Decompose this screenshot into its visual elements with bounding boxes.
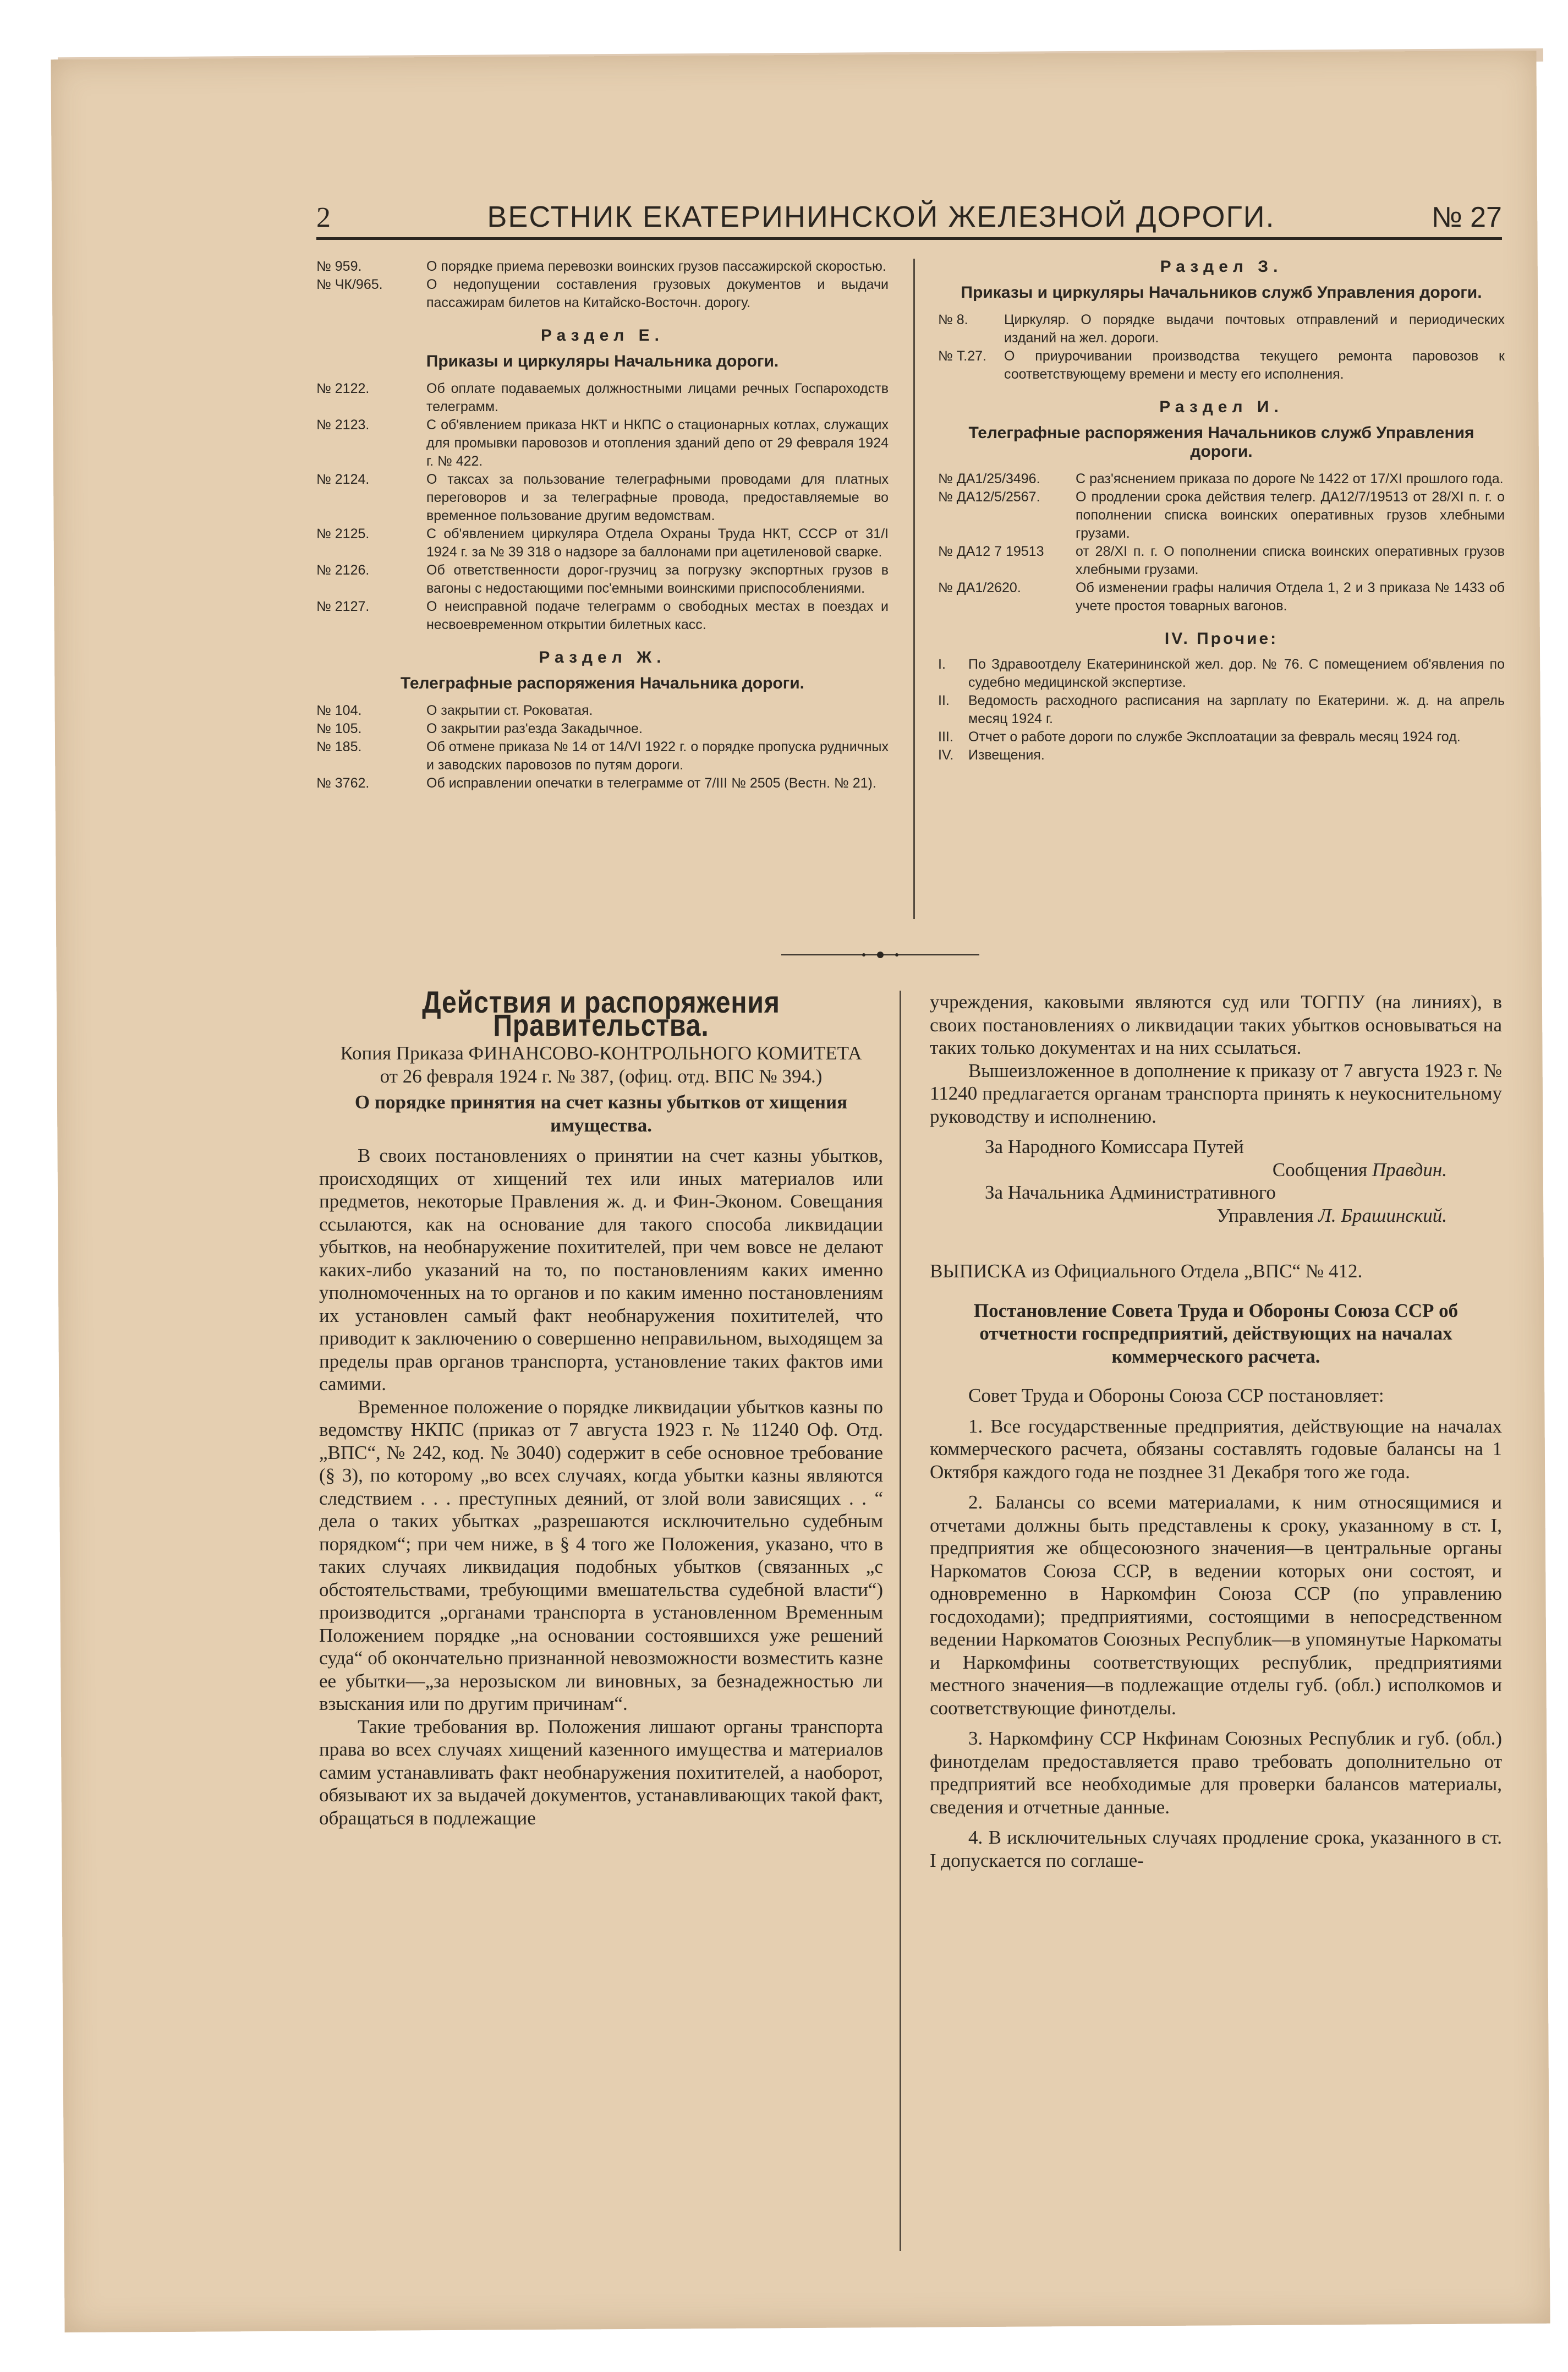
toc-item [316, 380, 889, 416]
resolution-title: Постановление Совета Труда и Обороны Союза ССР об отчетности госпредприятий, действующих на началах коммерческого расчета. [973, 1299, 1459, 1367]
toc-item-text: О неисправной подаче телеграмм о свободных местах в поездах и несвоевременном открытии билетных касс. [426, 599, 889, 632]
toc-item [938, 579, 1505, 615]
order-subject: О порядке принятия на счет казны убытков от хищения имущества. [354, 1091, 848, 1136]
toc-item-number: III. [938, 729, 953, 745]
toc-item [316, 738, 889, 774]
toc-item [938, 655, 1505, 692]
order-copy-line: Копия Приказа ФИНАНСОВО-КОНТРОЛЬНОГО КОМИТЕТА [340, 1042, 862, 1064]
toc-item-text: Об изменении графы наличия Отдела 1, 2 и 3 приказа № 1433 об учете простоя товарных вагонов. [1076, 580, 1505, 614]
newspaper-title: ВЕСТНИК ЕКАТЕРИНИНСКОЙ ЖЕЛЕЗНОЙ ДОРОГИ. [487, 200, 1275, 233]
column-rule-bottom [900, 991, 901, 2251]
toc-item-number: I. [938, 657, 946, 672]
toc-item [316, 561, 889, 598]
article-continuation: учреждения, каковыми являются суд или ТОГПУ (на линиях), в своих постановлениях о ликвидации таких убытков основываться на таких только документах и на них ссылаться. [930, 991, 1502, 1058]
toc-item-number: № ДА12 7 19513 [938, 544, 1044, 559]
toc-left-column [316, 258, 889, 793]
toc-item [316, 720, 889, 738]
toc-item-number: № ДА12/5/2567. [938, 489, 1040, 505]
section-zh-label: Раздел Ж. [539, 648, 666, 666]
signature-block [930, 1135, 1502, 1227]
toc-item-text: С об'явлением приказа НКТ и НКПС о стационарных котлах, служащих для промывки паровозов и отопления зданий депо от 29 февраля 1924 г. № 422. [426, 417, 889, 469]
signature-name: Правдин. [1372, 1158, 1447, 1180]
toc-item-text: С об'явлением циркуляра Отдела Охраны Труда НКТ, СССР от 31/I 1924 г. за № 39 318 о надзоре за баллонами при ацетиленовой сварке. [426, 526, 889, 560]
toc-item [938, 728, 1505, 746]
toc-item-text: Ведомость расходного расписания на зарплату по Екатерини. ж. д. на апрель месяц 1924 г. [968, 693, 1505, 726]
toc-item-number: № 2125. [316, 526, 370, 542]
article-heading: Действия и распоряжения Правительства. [422, 985, 780, 1042]
toc-item [316, 258, 889, 276]
section-e-title: Приказы и циркуляры Начальника дороги. [426, 352, 779, 370]
page-header [316, 195, 1502, 240]
section-i-title: Телеграфные распоряжения Начальников служб Управления дороги. [968, 424, 1474, 461]
excerpt-heading: ВЫПИСКА из Официального Отдела „ВПС“ № 412. [930, 1260, 1363, 1282]
signature-line [930, 1204, 1502, 1227]
toc-item-number: № 2126. [316, 562, 370, 578]
toc-item-text: Об оплате подаваемых должностными лицами речных Госпароходств телеграмм. [426, 381, 889, 414]
toc-item-text: Извещения. [968, 747, 1045, 763]
toc-item-number: II. [938, 693, 950, 708]
toc-item-number: № 104. [316, 703, 362, 718]
column-rule-top [913, 259, 915, 919]
section-iv-label: IV. Прочие: [1164, 630, 1279, 648]
ornament-divider [781, 949, 979, 960]
toc-item-text: О продлении срока действия телегр. ДА12/7/19513 от 28/XI п. г. о пополнении списка воинских оперативных грузов хлебными грузами. [1076, 489, 1505, 541]
resolution-point: 3. Наркомфину ССР Нкфинам Союзных Республик и губ. (обл.) финотделам предоставляется право требовать дополнительно от предприятий все необходимые для проверки балансов материалы, сведения и отчетные данные. [930, 1728, 1502, 1818]
issue-number: № 27 [1431, 201, 1502, 233]
resolution-point: 4. В исключительных случаях продление срока, указанного в ст. I допускается по соглаше- [930, 1827, 1502, 1871]
toc-item-number: № 2124. [316, 472, 370, 487]
toc-item-text: Об ответственности дорог-грузчиц за погрузку экспортных грузов в вагоны с недостающими пос'емными воинскими приспособлениями. [426, 562, 889, 596]
toc-item-number: № ЧК/965. [316, 277, 383, 292]
signature-title-cont: Управления [1216, 1204, 1314, 1226]
order-date-line: от 26 февраля 1924 г. № 387, (офиц. отд. ВПС № 394.) [380, 1065, 823, 1087]
toc-item [316, 702, 889, 720]
toc-item-number: № ДА1/2620. [938, 580, 1021, 595]
toc-item [316, 471, 889, 525]
toc-item-text: С раз'яснением приказа по дороге № 1422 от 17/XI прошлого года. [1076, 471, 1504, 487]
signature-title-cont: Сообщения [1272, 1158, 1368, 1180]
toc-item [938, 692, 1505, 728]
toc-item-text: от 28/XI п. г. О пополнении списка воинских оперативных грузов хлебными грузами. [1076, 544, 1505, 577]
toc-item-number: № 185. [316, 739, 362, 755]
article-paragraph: Вышеизложенное в дополнение к приказу от 7 августа 1923 г. № 11240 предлагается органам транспорта принять к неукоснительному руководству и исполнению. [930, 1059, 1502, 1127]
toc-item [938, 347, 1505, 384]
toc-item [938, 543, 1505, 579]
toc-item [938, 746, 1505, 764]
signature-title: За Начальника Административного [985, 1182, 1276, 1203]
toc-item-text: О приурочивании производства текущего ремонта паровозов к соответствующему времени и месту его исполнения. [1004, 348, 1505, 382]
toc-item [316, 416, 889, 471]
toc-item [316, 525, 889, 561]
toc-item-number: № ДА1/25/3496. [938, 471, 1040, 487]
article-paragraph: Временное положение о порядке ликвидации убытков казны по ведомству НКПС (приказ от 7 августа 1923 г. № 11240 Оф. Отд. „ВПС“, № 242, код. № 3040) содержит в себе основное требование (§ 3), по которому „во всех случаях, когда убытки казны являются следствием . . . преступных деяний, от злой воли зависящих . . “ дела о таких убытках „разрешаются исключительно судебным порядком“; при чем ниже, в § 4 того же Положения, указано, что в таких случаях ликвидация подобных убытков (связанных „с обстоятельствами, требующими вмешательства судебной власти“) производится „органами транспорта в установленном Временным Положением порядке „на основании состоявшихся уже решений суда“ об окончательно признанной невозможности возместить казне ее убытки—„за нерозыском ли виновных, за безнадежностью ли взыскания или по другим причинам“. [319, 1396, 883, 1714]
toc-item-number: № 3762. [316, 775, 370, 791]
toc-item-number: № 959. [316, 259, 362, 274]
toc-item-number: № 8. [938, 312, 968, 327]
resolution-point: 1. Все государственные предприятия, действующие на началах коммерческого расчета, обязаны составлять годовые балансы на 1 Октября каждого года не позднее 31 Декабря того же года. [930, 1415, 1502, 1483]
toc-item-text: По Здравоотделу Екатерининской жел. дор. № 76. С помещением об'явления по судебно медицинской экспертизе. [968, 657, 1505, 690]
signature-title: За Народного Комиссара Путей [985, 1136, 1244, 1157]
toc-item [938, 311, 1505, 347]
toc-item-text: Об исправлении опечатки в телеграмме от 7/III № 2505 (Вестн. № 21). [426, 775, 876, 791]
toc-item [316, 276, 889, 312]
toc-item-number: № 2122. [316, 381, 370, 396]
toc-item-number: № 105. [316, 721, 362, 736]
article-right [930, 991, 1502, 1872]
toc-item-text: О закрытии раз'езда Закадычное. [426, 721, 643, 736]
toc-item-text: О таксах за пользование телеграфными проводами для платных переговоров и за телеграфные провода, предоставляемые во временное пользование другим ведомствам. [426, 472, 889, 523]
section-z-label: Раздел З. [1160, 258, 1283, 276]
article-paragraph: Такие требования вр. Положения лишают органы транспорта права во всех случаях хищений казенного имущества и материалов самим устанавливать факт необнаружения похитителей, а наоборот, обязывают их за выдачей документов, устанавливающих такой факт, обращаться в подлежащие [319, 1715, 883, 1829]
toc-item [938, 488, 1505, 543]
toc-item-number: № Т.27. [938, 348, 986, 364]
toc-item-text: О закрытии ст. Роковатая. [426, 703, 593, 718]
toc-item-text: Об отмене приказа № 14 от 14/VI 1922 г. о порядке пропуска рудничных и заводских паровозов по путям дороги. [426, 739, 889, 773]
toc-item-text: Отчет о работе дороги по службе Эксплоатации за февраль месяц 1924 год. [968, 729, 1461, 745]
signature-name: Л. Брашинский. [1318, 1204, 1447, 1226]
toc-item [316, 774, 889, 793]
section-e-label: Раздел Е. [540, 326, 665, 345]
resolution-point: 2. Балансы со всеми материалами, к ним относящимися и отчетами должны быть представлены к сроку, указанному в ст. I, предприятия же общесоюзного значения—в центральные органы Наркоматов Союза ССР, в ведении которых они состоят, и одновременно в Наркомфин Союза ССР (по управлению госдоходами); предприятиями, состоящими в непосредственном ведении Наркоматов Союзных Республик—в упомянутые Наркоматы и Наркомфины соответствующих республик, предприятиями местного значения—в подлежащие отделы губ. (обл.) исполкомов и соответствующие финотделы. [930, 1491, 1502, 1719]
toc-item-text: О недопущении составления грузовых документов и выдачи пассажирам билетов на Китайско-Восточн. дорогу. [426, 277, 889, 310]
resolution-preamble: Совет Труда и Обороны Союза ССР постановляет: [968, 1385, 1384, 1406]
toc-item [316, 598, 889, 634]
toc-item-text: О порядке приема перевозки воинских грузов пассажирской скоростью. [426, 259, 886, 274]
toc-item-text: Циркуляр. О порядке выдачи почтовых отправлений и периодических изданий на жел. дороги. [1004, 312, 1505, 346]
article-left [319, 985, 883, 1829]
toc-item-number: IV. [938, 747, 954, 763]
toc-item-number: № 2127. [316, 599, 370, 614]
toc-item [938, 470, 1505, 488]
section-zh-title: Телеграфные распоряжения Начальника дороги. [400, 674, 804, 692]
page-number: 2 [316, 202, 331, 233]
toc-item-number: № 2123. [316, 417, 370, 433]
article-paragraph: В своих постановлениях о принятии на счет казны убытков, происходящих от хищений тех или иных материалов или предметов, некоторые Правления ж. д. и Фин-Эконом. Совещания ссылаются, как на основание для такого способа ликвидации убытков, на необнаружение похитителей, при чем вовсе не делают каких-либо указаний на то, по постановлениям каких именно уполномоченных на то органов и по каким именно постановлениям их установлен самый факт необнаружения похитителей, что приводит к заключению о совершенно неправильном, выходящем за пределы прав органов транспорта, установление таких фактов ими самими. [319, 1145, 883, 1395]
toc-right-column [938, 258, 1505, 764]
signature-line [930, 1158, 1502, 1182]
section-z-title: Приказы и циркуляры Начальников служб Управления дороги. [961, 283, 1482, 302]
section-i-label: Раздел И. [1159, 398, 1284, 416]
